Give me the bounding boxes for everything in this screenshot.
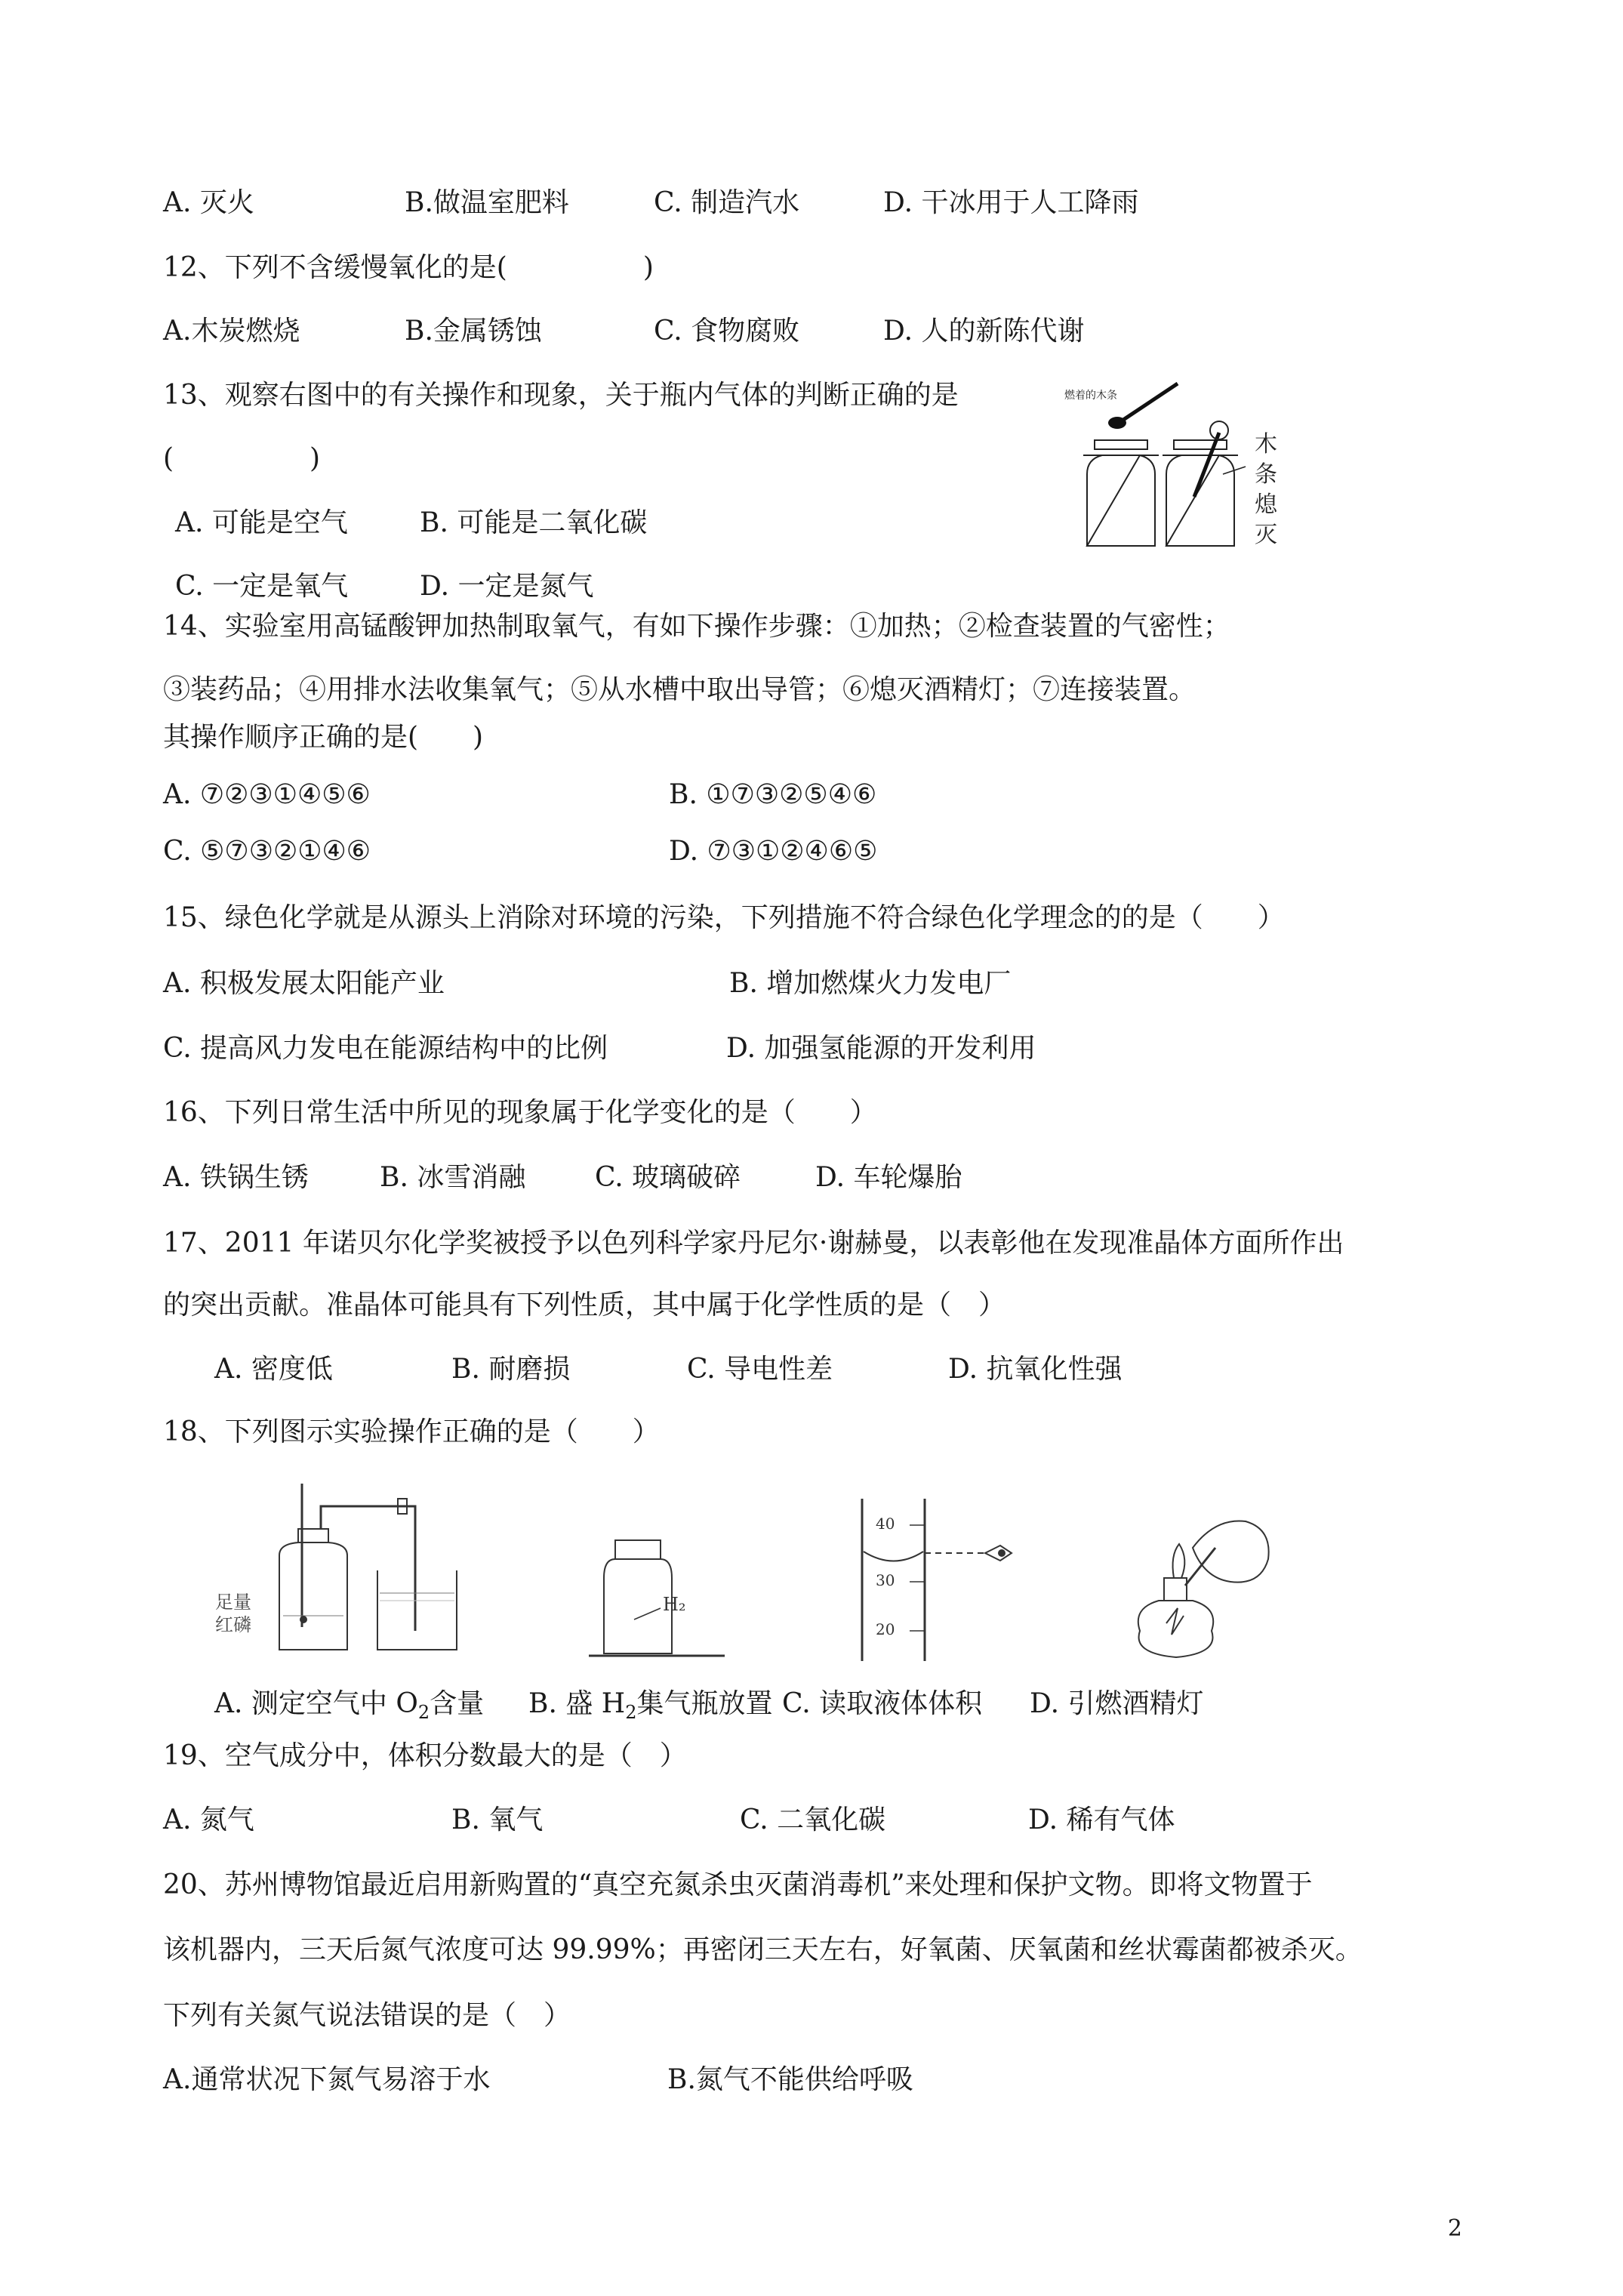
q18-option-a (214, 1687, 484, 1729)
q15-option-b: B. 增加燃煤火力发电厂 (729, 968, 1012, 999)
q16-option-b: B. 冰雪消融 (380, 1162, 526, 1193)
q13-fig-top-label: 燃着的木条 (1064, 390, 1117, 402)
q17-stem-line1: 17、2011 年诺贝尔化学奖被授予以色列科学家丹尼尔·谢赫曼，以表彰他在发现准晶体方面所作出 (163, 1228, 1344, 1259)
q18-stem: 18、下列图示实验操作正确的是（ ） (163, 1416, 660, 1447)
q13-option-c: C. 一定是氧气 (175, 571, 349, 602)
q13-option-d: D. 一定是氮气 (420, 571, 594, 602)
q19-option-c: C. 二氧化碳 (740, 1804, 886, 1835)
q11-option-c: C. 制造汽水 (654, 187, 800, 218)
q19-option-d: D. 稀有气体 (1028, 1804, 1175, 1835)
q20-stem-line1: 20、苏州博物馆最近启用新购置的“真空充氮杀虫灭菌消毒机”来处理和保护文物。即将文物置于 (163, 1869, 1313, 1900)
q14-stem-line2: ③装药品；④用排水法收集氧气；⑤从水槽中取出导管；⑥熄灭酒精灯；⑦连接装置。 (163, 674, 1196, 705)
q17-option-d: D. 抗氧化性强 (948, 1354, 1123, 1385)
q18-option-b-sub: 2 (625, 1702, 637, 1724)
q19-option-b: B. 氧气 (451, 1804, 544, 1835)
q18-option-a-sub: 2 (417, 1702, 430, 1724)
q12-option-b: B.金属锈蚀 (405, 316, 542, 347)
page-number: 2 (1447, 2215, 1462, 2242)
q13-fig-side-label-1: 木 (1255, 431, 1277, 458)
q20-option-b: B.氮气不能供给呼吸 (667, 2064, 913, 2095)
q18-fig-b-label: H₂ (663, 1594, 686, 1615)
q18-option-c: C. 读取液体体积 (782, 1688, 983, 1719)
q18-fig-a-label-2: 红磷 (215, 1614, 251, 1635)
q18-option-b-post: 集气瓶放置 (636, 1688, 773, 1719)
q13-paren: ( ) (163, 443, 321, 474)
q14-option-b: B. ①⑦③②⑤④⑥ (669, 779, 877, 810)
q15-option-c: C. 提高风力发电在能源结构中的比例 (163, 1033, 608, 1064)
q13-option-a: A. 可能是空气 (175, 507, 348, 538)
q13-option-b: B. 可能是二氧化碳 (420, 507, 648, 538)
q18-option-a-pre: A. 测定空气中 O (214, 1688, 418, 1719)
q18-fig-c-tick-20: 20 (876, 1620, 895, 1638)
q14-option-d: D. ⑦③①②④⑥⑤ (669, 836, 878, 867)
q12-stem: 12、下列不含缓慢氧化的是( ) (163, 252, 654, 283)
q14-stem-line1: 14、实验室用高锰酸钾加热制取氧气，有如下操作步骤：①加热；②检查装置的气密性； (163, 611, 1230, 642)
q18-fig-a-label-1: 足量 (215, 1592, 251, 1613)
q14-option-a: A. ⑦②③①④⑤⑥ (163, 779, 371, 810)
q18-option-b (528, 1687, 772, 1729)
q18-option-d: D. 引燃酒精灯 (1030, 1688, 1204, 1719)
q18-option-a-post: 含量 (430, 1688, 485, 1719)
q18-fig-c-tick-40: 40 (876, 1515, 895, 1533)
q12-option-c: C. 食物腐败 (654, 316, 800, 347)
q19-option-a: A. 氮气 (163, 1804, 254, 1835)
q14-option-c: C. ⑤⑦③②①④⑥ (163, 836, 371, 867)
q20-option-a: A.通常状况下氮气易溶于水 (163, 2064, 491, 2095)
q17-option-b: B. 耐磨损 (451, 1354, 571, 1385)
q14-stem-line3: 其操作顺序正确的是( ) (163, 722, 484, 753)
q15-option-d: D. 加强氢能源的开发利用 (726, 1033, 1036, 1064)
q16-option-a: A. 铁锅生锈 (163, 1162, 309, 1193)
q17-option-c: C. 导电性差 (687, 1354, 833, 1385)
q18-fig-c-tick-30: 30 (876, 1571, 895, 1589)
q12-option-d: D. 人的新陈代谢 (883, 316, 1085, 347)
q15-option-a: A. 积极发展太阳能产业 (163, 968, 445, 999)
q17-option-a: A. 密度低 (214, 1354, 333, 1385)
q18-figure-c (853, 1491, 1027, 1665)
q17-stem-line2: 的突出贡献。准晶体可能具有下列性质，其中属于化学性质的是（ ） (163, 1290, 1006, 1321)
q13-fig-side-label-2: 条 (1255, 461, 1277, 488)
q20-stem-line2: 该机器内，三天后氮气浓度可达 99.99%；再密闭三天左右，好氧菌、厌氧菌和丝状霉菌都被杀灭。 (163, 1934, 1363, 1965)
q16-option-d: D. 车轮爆胎 (815, 1162, 962, 1193)
q18-figure-b (589, 1536, 740, 1661)
q20-stem-line3: 下列有关氮气说法错误的是（ ） (163, 2000, 571, 2031)
q11-option-d: D. 干冰用于人工降雨 (883, 187, 1139, 218)
q11-option-b: B.做温室肥料 (405, 187, 569, 218)
q13-gas-jar-figure (1057, 376, 1283, 557)
q16-option-c: C. 玻璃破碎 (595, 1162, 741, 1193)
q15-stem: 15、绿色化学就是从源头上消除对环境的污染，下列措施不符合绿色化学理念的的是（ ） (163, 902, 1285, 933)
q19-stem: 19、空气成分中，体积分数最大的是（ ） (163, 1740, 687, 1771)
q13-fig-side-label-4: 灭 (1255, 522, 1277, 548)
q11-option-a: A. 灭火 (163, 187, 254, 218)
q13-fig-side-label-3: 熄 (1255, 492, 1277, 518)
q18-figure-d (1117, 1502, 1283, 1665)
q16-stem: 16、下列日常生活中所见的现象属于化学变化的是（ ） (163, 1097, 877, 1128)
q13-stem: 13、观察右图中的有关操作和现象，关于瓶内气体的判断正确的是 (163, 380, 959, 411)
q12-option-a: A.木炭燃烧 (163, 316, 300, 347)
q18-figure-a (215, 1480, 472, 1661)
q18-option-b-pre: B. 盛 H (528, 1688, 626, 1719)
